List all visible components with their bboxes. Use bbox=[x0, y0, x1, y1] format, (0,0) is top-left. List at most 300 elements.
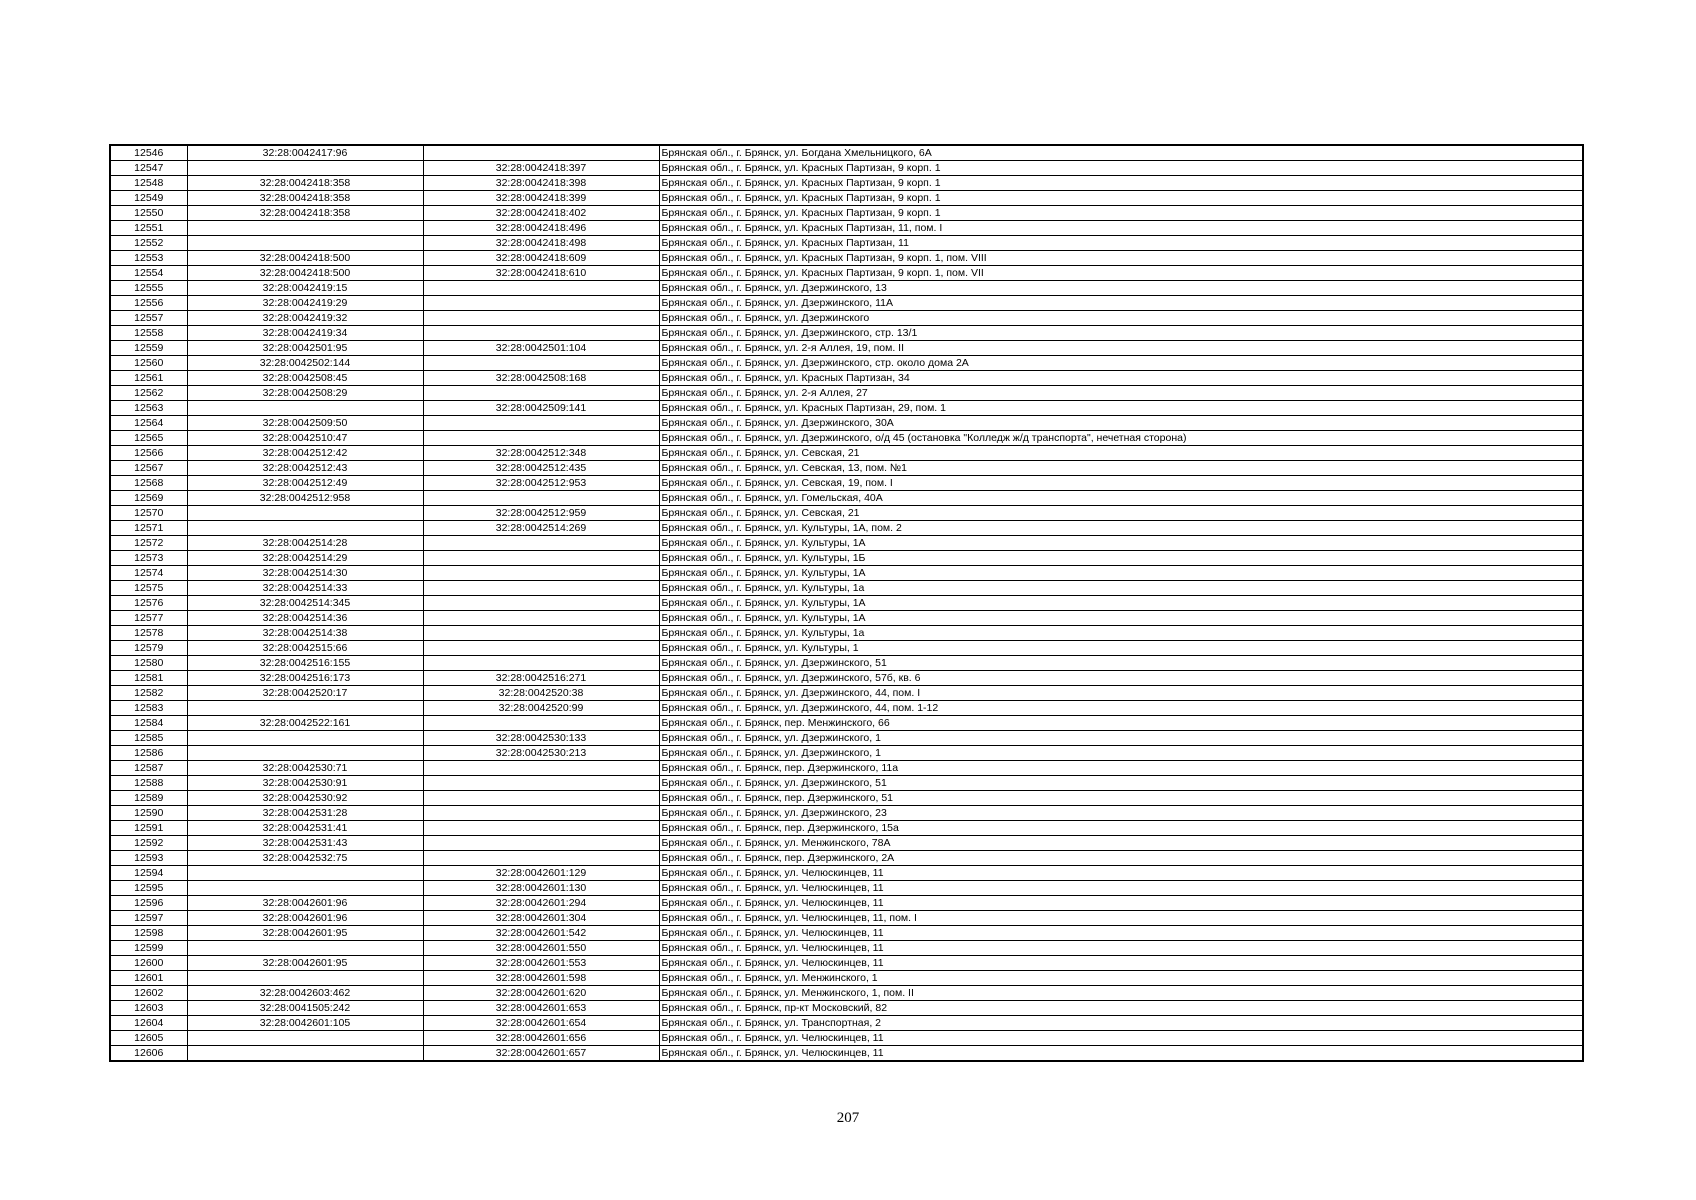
cadastral-number-cell: 32:28:0042508:29 bbox=[187, 386, 423, 401]
address-cell: Брянская обл., г. Брянск, ул. Дзержинского, 30А bbox=[659, 416, 1583, 431]
address-cell: Брянская обл., г. Брянск, ул. Культуры, 1А, пом. 2 bbox=[659, 521, 1583, 536]
row-number-cell: 12601 bbox=[110, 971, 187, 986]
table-row bbox=[110, 701, 1583, 716]
cadastral-number-cell bbox=[187, 866, 423, 881]
table-row bbox=[110, 581, 1583, 596]
table-row bbox=[110, 206, 1583, 221]
object-cadastral-number-cell bbox=[423, 761, 659, 776]
cadastral-number-cell: 32:28:0042516:173 bbox=[187, 671, 423, 686]
row-number-cell: 12572 bbox=[110, 536, 187, 551]
row-number-cell: 12576 bbox=[110, 596, 187, 611]
cadastral-number-cell bbox=[187, 701, 423, 716]
table-row bbox=[110, 926, 1583, 941]
row-number-cell: 12550 bbox=[110, 206, 187, 221]
row-number-cell: 12554 bbox=[110, 266, 187, 281]
object-cadastral-number-cell: 32:28:0042601:130 bbox=[423, 881, 659, 896]
cadastral-number-cell bbox=[187, 971, 423, 986]
row-number-cell: 12559 bbox=[110, 341, 187, 356]
address-cell: Брянская обл., г. Брянск, ул. Красных Партизан, 9 корп. 1 bbox=[659, 176, 1583, 191]
address-cell: Брянская обл., г. Брянск, ул. Челюскинцев, 11 bbox=[659, 866, 1583, 881]
object-cadastral-number-cell: 32:28:0042508:168 bbox=[423, 371, 659, 386]
table-row bbox=[110, 416, 1583, 431]
cadastral-number-cell: 32:28:0042531:28 bbox=[187, 806, 423, 821]
object-cadastral-number-cell: 32:28:0042520:99 bbox=[423, 701, 659, 716]
row-number-cell: 12587 bbox=[110, 761, 187, 776]
row-number-cell: 12580 bbox=[110, 656, 187, 671]
cadastral-number-cell: 32:28:0042514:29 bbox=[187, 551, 423, 566]
table-row bbox=[110, 881, 1583, 896]
table-row bbox=[110, 656, 1583, 671]
object-cadastral-number-cell bbox=[423, 566, 659, 581]
address-cell: Брянская обл., г. Брянск, пер. Дзержинского, 2А bbox=[659, 851, 1583, 866]
table-row bbox=[110, 611, 1583, 626]
address-cell: Брянская обл., г. Брянск, ул. Красных Партизан, 9 корп. 1, пом. VIII bbox=[659, 251, 1583, 266]
object-cadastral-number-cell: 32:28:0042512:435 bbox=[423, 461, 659, 476]
cadastral-number-cell: 32:28:0042530:91 bbox=[187, 776, 423, 791]
table-row bbox=[110, 1001, 1583, 1016]
table-row bbox=[110, 521, 1583, 536]
object-cadastral-number-cell bbox=[423, 326, 659, 341]
row-number-cell: 12593 bbox=[110, 851, 187, 866]
cadastral-number-cell: 32:28:0042502:144 bbox=[187, 356, 423, 371]
object-cadastral-number-cell bbox=[423, 296, 659, 311]
table-row bbox=[110, 986, 1583, 1001]
cadastral-number-cell: 32:28:0042512:958 bbox=[187, 491, 423, 506]
cadastral-number-cell: 32:28:0042603:462 bbox=[187, 986, 423, 1001]
object-cadastral-number-cell bbox=[423, 281, 659, 296]
row-number-cell: 12547 bbox=[110, 161, 187, 176]
cadastral-number-cell: 32:28:0042419:29 bbox=[187, 296, 423, 311]
address-cell: Брянская обл., г. Брянск, пер. Дзержинского, 51 bbox=[659, 791, 1583, 806]
address-cell: Брянская обл., г. Брянск, пер. Менжинского, 66 bbox=[659, 716, 1583, 731]
address-cell: Брянская обл., г. Брянск, ул. 2-я Аллея, 27 bbox=[659, 386, 1583, 401]
row-number-cell: 12570 bbox=[110, 506, 187, 521]
address-cell: Брянская обл., г. Брянск, ул. Челюскинцев, 11 bbox=[659, 1031, 1583, 1046]
table-row bbox=[110, 266, 1583, 281]
table-row bbox=[110, 371, 1583, 386]
object-cadastral-number-cell bbox=[423, 791, 659, 806]
table-row bbox=[110, 821, 1583, 836]
address-cell: Брянская обл., г. Брянск, ул. Красных Партизан, 9 корп. 1 bbox=[659, 191, 1583, 206]
object-cadastral-number-cell: 32:28:0042601:542 bbox=[423, 926, 659, 941]
object-cadastral-number-cell: 32:28:0042418:402 bbox=[423, 206, 659, 221]
object-cadastral-number-cell: 32:28:0042418:610 bbox=[423, 266, 659, 281]
address-cell: Брянская обл., г. Брянск, ул. Челюскинцев, 11, пом. I bbox=[659, 911, 1583, 926]
address-cell: Брянская обл., г. Брянск, ул. Транспортная, 2 bbox=[659, 1016, 1583, 1031]
address-cell: Брянская обл., г. Брянск, ул. Дзержинского, 44, пом. I bbox=[659, 686, 1583, 701]
table-row bbox=[110, 341, 1583, 356]
table-row bbox=[110, 731, 1583, 746]
object-cadastral-number-cell: 32:28:0042601:620 bbox=[423, 986, 659, 1001]
row-number-cell: 12582 bbox=[110, 686, 187, 701]
table-row bbox=[110, 551, 1583, 566]
cadastral-number-cell bbox=[187, 731, 423, 746]
address-cell: Брянская обл., г. Брянск, ул. Севская, 21 bbox=[659, 446, 1583, 461]
address-cell: Брянская обл., г. Брянск, ул. Культуры, 1а bbox=[659, 581, 1583, 596]
table-row bbox=[110, 311, 1583, 326]
object-cadastral-number-cell bbox=[423, 656, 659, 671]
row-number-cell: 12589 bbox=[110, 791, 187, 806]
cadastral-number-cell: 32:28:0042418:358 bbox=[187, 206, 423, 221]
row-number-cell: 12597 bbox=[110, 911, 187, 926]
address-table bbox=[109, 144, 1584, 1062]
object-cadastral-number-cell: 32:28:0042601:550 bbox=[423, 941, 659, 956]
table-row bbox=[110, 145, 1583, 161]
object-cadastral-number-cell: 32:28:0042501:104 bbox=[423, 341, 659, 356]
cadastral-number-cell: 32:28:0042522:161 bbox=[187, 716, 423, 731]
address-cell: Брянская обл., г. Брянск, ул. Красных Партизан, 34 bbox=[659, 371, 1583, 386]
cadastral-number-cell: 32:28:0042601:95 bbox=[187, 956, 423, 971]
address-cell: Брянская обл., г. Брянск, ул. Севская, 13, пом. №1 bbox=[659, 461, 1583, 476]
object-cadastral-number-cell: 32:28:0042509:141 bbox=[423, 401, 659, 416]
table-row bbox=[110, 671, 1583, 686]
address-cell: Брянская обл., г. Брянск, ул. Дзержинского, 23 bbox=[659, 806, 1583, 821]
address-cell: Брянская обл., г. Брянск, ул. Челюскинцев, 11 bbox=[659, 881, 1583, 896]
address-cell: Брянская обл., г. Брянск, ул. Культуры, 1 bbox=[659, 641, 1583, 656]
object-cadastral-number-cell bbox=[423, 776, 659, 791]
row-number-cell: 12605 bbox=[110, 1031, 187, 1046]
address-cell: Брянская обл., г. Брянск, ул. Севская, 19, пом. I bbox=[659, 476, 1583, 491]
table-row bbox=[110, 476, 1583, 491]
row-number-cell: 12564 bbox=[110, 416, 187, 431]
cadastral-number-cell: 32:28:0042601:96 bbox=[187, 896, 423, 911]
cadastral-number-cell: 32:28:0042514:28 bbox=[187, 536, 423, 551]
address-cell: Брянская обл., г. Брянск, ул. Дзержинского, 1 bbox=[659, 746, 1583, 761]
object-cadastral-number-cell bbox=[423, 145, 659, 161]
row-number-cell: 12558 bbox=[110, 326, 187, 341]
address-cell: Брянская обл., г. Брянск, ул. Дзержинского, 13 bbox=[659, 281, 1583, 296]
table-row bbox=[110, 386, 1583, 401]
address-cell: Брянская обл., г. Брянск, ул. Дзержинского, 57б, кв. 6 bbox=[659, 671, 1583, 686]
address-cell: Брянская обл., г. Брянск, ул. Дзержинского, 51 bbox=[659, 656, 1583, 671]
object-cadastral-number-cell: 32:28:0042514:269 bbox=[423, 521, 659, 536]
table-row bbox=[110, 761, 1583, 776]
row-number-cell: 12584 bbox=[110, 716, 187, 731]
cadastral-number-cell: 32:28:0042514:345 bbox=[187, 596, 423, 611]
row-number-cell: 12579 bbox=[110, 641, 187, 656]
object-cadastral-number-cell: 32:28:0042601:304 bbox=[423, 911, 659, 926]
row-number-cell: 12571 bbox=[110, 521, 187, 536]
cadastral-number-cell: 32:28:0042514:33 bbox=[187, 581, 423, 596]
table-row bbox=[110, 791, 1583, 806]
cadastral-number-cell: 32:28:0042418:500 bbox=[187, 266, 423, 281]
address-cell: Брянская обл., г. Брянск, ул. Культуры, 1А bbox=[659, 596, 1583, 611]
cadastral-number-cell: 32:28:0042516:155 bbox=[187, 656, 423, 671]
cadastral-number-cell bbox=[187, 221, 423, 236]
row-number-cell: 12603 bbox=[110, 1001, 187, 1016]
table-row bbox=[110, 776, 1583, 791]
address-cell: Брянская обл., г. Брянск, ул. Культуры, 1Б bbox=[659, 551, 1583, 566]
cadastral-number-cell: 32:28:0042419:32 bbox=[187, 311, 423, 326]
object-cadastral-number-cell: 32:28:0042601:294 bbox=[423, 896, 659, 911]
address-cell: Брянская обл., г. Брянск, ул. Дзержинского, 44, пом. 1-12 bbox=[659, 701, 1583, 716]
table-row bbox=[110, 326, 1583, 341]
row-number-cell: 12556 bbox=[110, 296, 187, 311]
cadastral-number-cell: 32:28:0042512:49 bbox=[187, 476, 423, 491]
object-cadastral-number-cell: 32:28:0042601:129 bbox=[423, 866, 659, 881]
address-cell: Брянская обл., г. Брянск, ул. Красных Партизан, 9 корп. 1 bbox=[659, 161, 1583, 176]
object-cadastral-number-cell: 32:28:0042418:498 bbox=[423, 236, 659, 251]
row-number-cell: 12553 bbox=[110, 251, 187, 266]
cadastral-number-cell bbox=[187, 506, 423, 521]
table-row bbox=[110, 461, 1583, 476]
object-cadastral-number-cell bbox=[423, 356, 659, 371]
address-cell: Брянская обл., г. Брянск, ул. Красных Партизан, 29, пом. 1 bbox=[659, 401, 1583, 416]
table-row bbox=[110, 176, 1583, 191]
object-cadastral-number-cell: 32:28:0042418:398 bbox=[423, 176, 659, 191]
address-cell: Брянская обл., г. Брянск, ул. Челюскинцев, 11 bbox=[659, 941, 1583, 956]
address-cell: Брянская обл., г. Брянск, ул. Красных Партизан, 11 bbox=[659, 236, 1583, 251]
object-cadastral-number-cell bbox=[423, 851, 659, 866]
table-row bbox=[110, 716, 1583, 731]
object-cadastral-number-cell: 32:28:0042601:553 bbox=[423, 956, 659, 971]
cadastral-number-cell bbox=[187, 521, 423, 536]
cadastral-number-cell: 32:28:0042520:17 bbox=[187, 686, 423, 701]
object-cadastral-number-cell bbox=[423, 536, 659, 551]
cadastral-number-cell bbox=[187, 401, 423, 416]
address-table-body bbox=[110, 145, 1583, 1061]
row-number-cell: 12586 bbox=[110, 746, 187, 761]
object-cadastral-number-cell bbox=[423, 836, 659, 851]
address-cell: Брянская обл., г. Брянск, ул. Челюскинцев, 11 bbox=[659, 896, 1583, 911]
table-row bbox=[110, 1031, 1583, 1046]
object-cadastral-number-cell bbox=[423, 431, 659, 446]
row-number-cell: 12568 bbox=[110, 476, 187, 491]
cadastral-number-cell: 32:28:0042514:36 bbox=[187, 611, 423, 626]
cadastral-number-cell: 32:28:0042601:95 bbox=[187, 926, 423, 941]
object-cadastral-number-cell bbox=[423, 596, 659, 611]
address-cell: Брянская обл., г. Брянск, ул. Дзержинского, стр. 13/1 bbox=[659, 326, 1583, 341]
cadastral-number-cell: 32:28:0042530:71 bbox=[187, 761, 423, 776]
address-cell: Брянская обл., г. Брянск, ул. Севская, 21 bbox=[659, 506, 1583, 521]
table-row bbox=[110, 236, 1583, 251]
row-number-cell: 12599 bbox=[110, 941, 187, 956]
table-row bbox=[110, 446, 1583, 461]
address-cell: Брянская обл., г. Брянск, ул. Дзержинского, 51 bbox=[659, 776, 1583, 791]
row-number-cell: 12574 bbox=[110, 566, 187, 581]
table-row bbox=[110, 851, 1583, 866]
cadastral-number-cell: 32:28:0042531:43 bbox=[187, 836, 423, 851]
table-row bbox=[110, 281, 1583, 296]
row-number-cell: 12606 bbox=[110, 1046, 187, 1062]
row-number-cell: 12560 bbox=[110, 356, 187, 371]
row-number-cell: 12598 bbox=[110, 926, 187, 941]
cadastral-number-cell: 32:28:0042514:30 bbox=[187, 566, 423, 581]
object-cadastral-number-cell: 32:28:0042516:271 bbox=[423, 671, 659, 686]
row-number-cell: 12595 bbox=[110, 881, 187, 896]
object-cadastral-number-cell bbox=[423, 416, 659, 431]
address-cell: Брянская обл., г. Брянск, пр-кт Московский, 82 bbox=[659, 1001, 1583, 1016]
table-row bbox=[110, 686, 1583, 701]
row-number-cell: 12602 bbox=[110, 986, 187, 1001]
cadastral-number-cell: 32:28:0042515:66 bbox=[187, 641, 423, 656]
row-number-cell: 12549 bbox=[110, 191, 187, 206]
table-row bbox=[110, 596, 1583, 611]
table-row bbox=[110, 356, 1583, 371]
cadastral-number-cell: 32:28:0042419:15 bbox=[187, 281, 423, 296]
address-cell: Брянская обл., г. Брянск, ул. Дзержинского bbox=[659, 311, 1583, 326]
table-row bbox=[110, 401, 1583, 416]
row-number-cell: 12555 bbox=[110, 281, 187, 296]
object-cadastral-number-cell bbox=[423, 491, 659, 506]
object-cadastral-number-cell bbox=[423, 716, 659, 731]
object-cadastral-number-cell bbox=[423, 806, 659, 821]
object-cadastral-number-cell: 32:28:0042520:38 bbox=[423, 686, 659, 701]
address-cell: Брянская обл., г. Брянск, ул. Челюскинцев, 11 bbox=[659, 956, 1583, 971]
object-cadastral-number-cell: 32:28:0042530:133 bbox=[423, 731, 659, 746]
table-row bbox=[110, 161, 1583, 176]
object-cadastral-number-cell bbox=[423, 626, 659, 641]
table-row bbox=[110, 191, 1583, 206]
table-row bbox=[110, 866, 1583, 881]
address-cell: Брянская обл., г. Брянск, ул. Культуры, 1А bbox=[659, 536, 1583, 551]
address-cell: Брянская обл., г. Брянск, пер. Дзержинского, 11а bbox=[659, 761, 1583, 776]
cadastral-number-cell: 32:28:0041505:242 bbox=[187, 1001, 423, 1016]
address-cell: Брянская обл., г. Брянск, ул. Богдана Хмельницкого, 6А bbox=[659, 145, 1583, 161]
table-row bbox=[110, 941, 1583, 956]
table-row bbox=[110, 566, 1583, 581]
object-cadastral-number-cell: 32:28:0042601:656 bbox=[423, 1031, 659, 1046]
table-row bbox=[110, 641, 1583, 656]
cadastral-number-cell bbox=[187, 1046, 423, 1062]
address-cell: Брянская обл., г. Брянск, ул. Дзержинского, 11А bbox=[659, 296, 1583, 311]
object-cadastral-number-cell: 32:28:0042512:959 bbox=[423, 506, 659, 521]
row-number-cell: 12581 bbox=[110, 671, 187, 686]
cadastral-number-cell bbox=[187, 746, 423, 761]
table-row bbox=[110, 911, 1583, 926]
address-cell: Брянская обл., г. Брянск, ул. Менжинского, 78А bbox=[659, 836, 1583, 851]
row-number-cell: 12552 bbox=[110, 236, 187, 251]
cadastral-number-cell: 32:28:0042530:92 bbox=[187, 791, 423, 806]
cadastral-number-cell bbox=[187, 236, 423, 251]
address-cell: Брянская обл., г. Брянск, пер. Дзержинского, 15а bbox=[659, 821, 1583, 836]
cadastral-number-cell: 32:28:0042501:95 bbox=[187, 341, 423, 356]
table-row bbox=[110, 806, 1583, 821]
object-cadastral-number-cell: 32:28:0042601:598 bbox=[423, 971, 659, 986]
row-number-cell: 12566 bbox=[110, 446, 187, 461]
address-cell: Брянская обл., г. Брянск, ул. Красных Партизан, 9 корп. 1, пом. VII bbox=[659, 266, 1583, 281]
cadastral-number-cell: 32:28:0042601:105 bbox=[187, 1016, 423, 1031]
address-cell: Брянская обл., г. Брянск, ул. Челюскинцев, 11 bbox=[659, 926, 1583, 941]
row-number-cell: 12569 bbox=[110, 491, 187, 506]
object-cadastral-number-cell bbox=[423, 311, 659, 326]
cadastral-number-cell: 32:28:0042512:43 bbox=[187, 461, 423, 476]
table-row bbox=[110, 971, 1583, 986]
table-row bbox=[110, 896, 1583, 911]
cadastral-number-cell: 32:28:0042532:75 bbox=[187, 851, 423, 866]
table-row bbox=[110, 536, 1583, 551]
object-cadastral-number-cell: 32:28:0042418:397 bbox=[423, 161, 659, 176]
row-number-cell: 12578 bbox=[110, 626, 187, 641]
cadastral-number-cell bbox=[187, 161, 423, 176]
address-cell: Брянская обл., г. Брянск, ул. Гомельская, 40А bbox=[659, 491, 1583, 506]
row-number-cell: 12551 bbox=[110, 221, 187, 236]
row-number-cell: 12592 bbox=[110, 836, 187, 851]
table-row bbox=[110, 626, 1583, 641]
cadastral-number-cell bbox=[187, 941, 423, 956]
row-number-cell: 12594 bbox=[110, 866, 187, 881]
cadastral-number-cell: 32:28:0042417:96 bbox=[187, 145, 423, 161]
row-number-cell: 12577 bbox=[110, 611, 187, 626]
object-cadastral-number-cell bbox=[423, 821, 659, 836]
cadastral-number-cell: 32:28:0042508:45 bbox=[187, 371, 423, 386]
address-cell: Брянская обл., г. Брянск, ул. Красных Партизан, 11, пом. I bbox=[659, 221, 1583, 236]
cadastral-number-cell: 32:28:0042418:358 bbox=[187, 176, 423, 191]
table-row bbox=[110, 296, 1583, 311]
cadastral-number-cell bbox=[187, 1031, 423, 1046]
row-number-cell: 12573 bbox=[110, 551, 187, 566]
address-cell: Брянская обл., г. Брянск, ул. Менжинского, 1, пом. II bbox=[659, 986, 1583, 1001]
address-cell: Брянская обл., г. Брянск, ул. Культуры, 1А bbox=[659, 611, 1583, 626]
cadastral-number-cell bbox=[187, 881, 423, 896]
object-cadastral-number-cell bbox=[423, 611, 659, 626]
object-cadastral-number-cell bbox=[423, 641, 659, 656]
object-cadastral-number-cell bbox=[423, 551, 659, 566]
table-row bbox=[110, 1016, 1583, 1031]
object-cadastral-number-cell: 32:28:0042601:653 bbox=[423, 1001, 659, 1016]
object-cadastral-number-cell: 32:28:0042418:399 bbox=[423, 191, 659, 206]
row-number-cell: 12588 bbox=[110, 776, 187, 791]
object-cadastral-number-cell bbox=[423, 581, 659, 596]
cadastral-number-cell: 32:28:0042514:38 bbox=[187, 626, 423, 641]
row-number-cell: 12596 bbox=[110, 896, 187, 911]
table-row bbox=[110, 431, 1583, 446]
cadastral-number-cell: 32:28:0042531:41 bbox=[187, 821, 423, 836]
row-number-cell: 12590 bbox=[110, 806, 187, 821]
cadastral-number-cell: 32:28:0042601:96 bbox=[187, 911, 423, 926]
object-cadastral-number-cell: 32:28:0042530:213 bbox=[423, 746, 659, 761]
address-cell: Брянская обл., г. Брянск, ул. Культуры, 1А bbox=[659, 566, 1583, 581]
cadastral-number-cell: 32:28:0042419:34 bbox=[187, 326, 423, 341]
object-cadastral-number-cell bbox=[423, 386, 659, 401]
object-cadastral-number-cell: 32:28:0042512:348 bbox=[423, 446, 659, 461]
table-row bbox=[110, 1046, 1583, 1062]
table-row bbox=[110, 221, 1583, 236]
object-cadastral-number-cell: 32:28:0042418:609 bbox=[423, 251, 659, 266]
row-number-cell: 12557 bbox=[110, 311, 187, 326]
address-cell: Брянская обл., г. Брянск, ул. Менжинского, 1 bbox=[659, 971, 1583, 986]
row-number-cell: 12561 bbox=[110, 371, 187, 386]
object-cadastral-number-cell: 32:28:0042512:953 bbox=[423, 476, 659, 491]
row-number-cell: 12563 bbox=[110, 401, 187, 416]
table-row bbox=[110, 746, 1583, 761]
row-number-cell: 12585 bbox=[110, 731, 187, 746]
row-number-cell: 12567 bbox=[110, 461, 187, 476]
cadastral-number-cell: 32:28:0042509:50 bbox=[187, 416, 423, 431]
object-cadastral-number-cell: 32:28:0042418:496 bbox=[423, 221, 659, 236]
table-row bbox=[110, 956, 1583, 971]
row-number-cell: 12600 bbox=[110, 956, 187, 971]
table-row bbox=[110, 491, 1583, 506]
row-number-cell: 12546 bbox=[110, 145, 187, 161]
row-number-cell: 12604 bbox=[110, 1016, 187, 1031]
address-cell: Брянская обл., г. Брянск, ул. Челюскинцев, 11 bbox=[659, 1046, 1583, 1062]
cadastral-number-cell: 32:28:0042510:47 bbox=[187, 431, 423, 446]
row-number-cell: 12591 bbox=[110, 821, 187, 836]
address-cell: Брянская обл., г. Брянск, ул. Дзержинского, стр. около дома 2А bbox=[659, 356, 1583, 371]
row-number-cell: 12575 bbox=[110, 581, 187, 596]
address-cell: Брянская обл., г. Брянск, ул. Культуры, 1а bbox=[659, 626, 1583, 641]
row-number-cell: 12565 bbox=[110, 431, 187, 446]
row-number-cell: 12562 bbox=[110, 386, 187, 401]
cadastral-number-cell: 32:28:0042418:500 bbox=[187, 251, 423, 266]
address-cell: Брянская обл., г. Брянск, ул. Красных Партизан, 9 корп. 1 bbox=[659, 206, 1583, 221]
table-row bbox=[110, 251, 1583, 266]
row-number-cell: 12548 bbox=[110, 176, 187, 191]
table-row bbox=[110, 506, 1583, 521]
address-cell: Брянская обл., г. Брянск, ул. Дзержинского, 1 bbox=[659, 731, 1583, 746]
object-cadastral-number-cell: 32:28:0042601:657 bbox=[423, 1046, 659, 1062]
